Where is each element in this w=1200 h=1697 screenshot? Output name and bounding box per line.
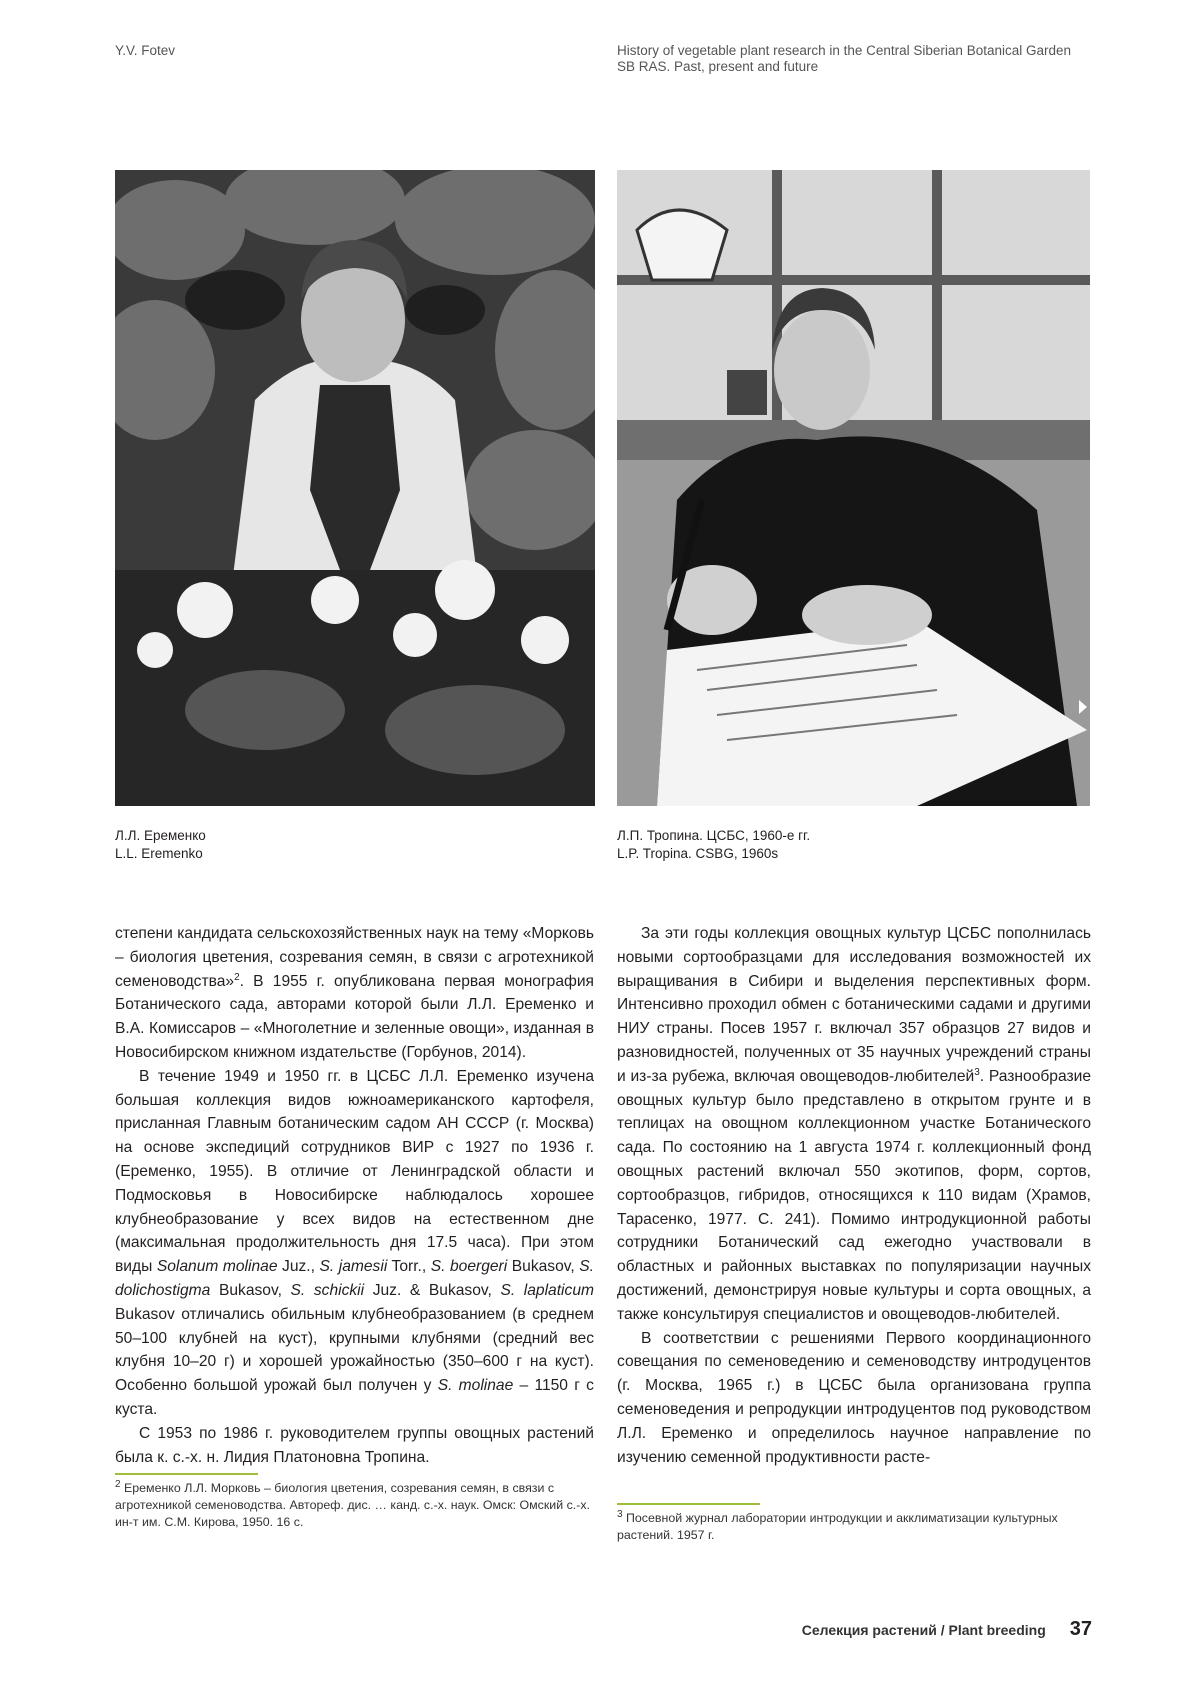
paragraph: За эти годы коллекция овощных культур ЦСБС пополнилась новыми сортообразцами для исследования возможностей их выращивания в Сибири и выделения перспективных форм. Интенсивно проходил обмен с ботаническими садами и другими НИУ страны. Посев 1957 г. включал 357 образцов 27 видов и разновидностей, полученных от 35 научных учреждений страны и из-за рубежа, включая овощеводов-любителей$^3$. Разнообразие овощных культур было представлено в открытом грунте и в теплицах на овощном коллекционном участке Ботанического сада. По состоянию на 1 августа 1974 г. коллекционный фонд овощных растений включал 550 экотипов, форм, сортов, сортообразцов, гибридов, относящихся к 110 видам (Храмов, Тарасенко, 1977. С. 241). Помимо интродукционной работы сотрудники Ботанический сад ежегодно участвовали в областных и районных выставках по популяризации научных достижений, демонстрируя новые культуры и сорта овощных, а также консультируя специалистов и овощеводов-любителей.	[617, 925, 1091, 1323]
footnote-ref-2: 2	[234, 971, 240, 983]
caption-left-ru: Л.Л. Еременко	[115, 828, 206, 843]
running-header-author: Y.V. Fotev	[115, 43, 176, 58]
caption-left-en: L.L. Eremenko	[115, 846, 203, 861]
species-name: Solanum molinae	[156, 1258, 278, 1276]
journal-title: Селекция растений / Plant breeding	[801, 1622, 1046, 1638]
footnote-ref-3: 3	[974, 1066, 980, 1078]
footnote-3: $^3$ Посевной журнал лаборатории интродукции и акклиматизации культурных растений. 1957 г.	[617, 1508, 1058, 1542]
paragraph: В соответствии с решениями Первого координационного совещания по семеноведению и семеноводству интродуцентов (г. Москва, 1965 г.) в ЦСБС была организована группа семеноведения и репродукции интродуцентов под руководством Л.Л. Еременко и определилось научное направление по изучению семенной продуктивности расте-	[617, 1329, 1091, 1466]
photo-eremenko	[115, 170, 595, 806]
species-name: S. jamesii	[319, 1258, 388, 1276]
footnote-rule-left	[115, 1473, 258, 1475]
figure-caption-left	[115, 827, 206, 863]
footnote-rule-right	[617, 1503, 760, 1505]
footnote-2: $^2$ Еременко Л.Л. Морковь – биология цветения, созревания семян, в связи с агротехникой семеноводства. Автореф. дис. … канд. с.-х. наук. Омск: Омский с.-х. ин-т им. С.М. Кирова, 1950. 16 с.	[115, 1478, 590, 1529]
species-name: S. boergeri	[430, 1258, 508, 1276]
paragraph: С 1953 по 1986 г. руководителем группы овощных растений была к. с.-х. н. Лидия Платоновна Тропина.	[115, 1424, 594, 1466]
body-column-right	[617, 922, 1091, 1469]
body-column-left	[115, 922, 594, 1469]
species-name: S. laplaticum	[500, 1281, 594, 1299]
species-name: S. molinae	[437, 1377, 514, 1395]
species-name: S. dolichostigma	[115, 1258, 594, 1299]
paragraph: В течение 1949 и 1950 гг. в ЦСБС Л.Л. Еременко изучена большая коллекция видов южноамериканского картофеля, присланная Главным ботаническим садом АН СССР (г. Москва) на основе экспедиций сотрудников ВИР с 1927 по 1936 г. (Еременко, 1955). В отличие от Ленинградской области и Подмосковья в Новосибирске наблюдалось хорошее клубнеобразование у всех видов на естественном дне (максимальная продолжительность дня 17.5 часа). При этом виды Solanum molinae Juz., S. jamesii Torr., S. boergeri Bukasov, S. dolichostigma Bukasov, S. schickii Juz. & Bukasov, S. laplaticum Bukasov отличались обильным клубнеобразованием (в среднем 50–100 клубней на куст), крупными клубнями (средний вес клубня 10–20 г) и хорошей урожайностью (350–600 г на куст). Особенно большой урожай был получен у S. molinae – 1150 г с куста.	[115, 1067, 594, 1418]
page-number: 37	[1069, 1618, 1092, 1640]
caption-right-ru: Л.П. Тропина. ЦСБС, 1960-е гг.	[617, 828, 811, 843]
caption-right-en: L.P. Tropina. CSBG, 1960s	[617, 846, 779, 861]
running-header-title: History of vegetable plant research in the Central Siberian Botanical Garden SB RAS. Past, present and future	[617, 43, 1072, 74]
photo-tropina	[617, 170, 1090, 806]
figure-caption-right	[617, 827, 810, 863]
species-name: S. schickii	[290, 1281, 365, 1299]
page-footer	[802, 1618, 1092, 1641]
paragraph: степени кандидата сельскохозяйственных наук на тему «Морковь – биология цветения, созревания семян, в связи с агротехникой семеноводства»$^2$. В 1955 г. опубликована первая монография Ботанического сада, авторами которой были Л.Л. Еременко и В.А. Комиссаров – «Многолетние и зеленные овощи», изданная в Новосибирском книжном издательстве (Горбунов, 2014).	[115, 925, 594, 1061]
